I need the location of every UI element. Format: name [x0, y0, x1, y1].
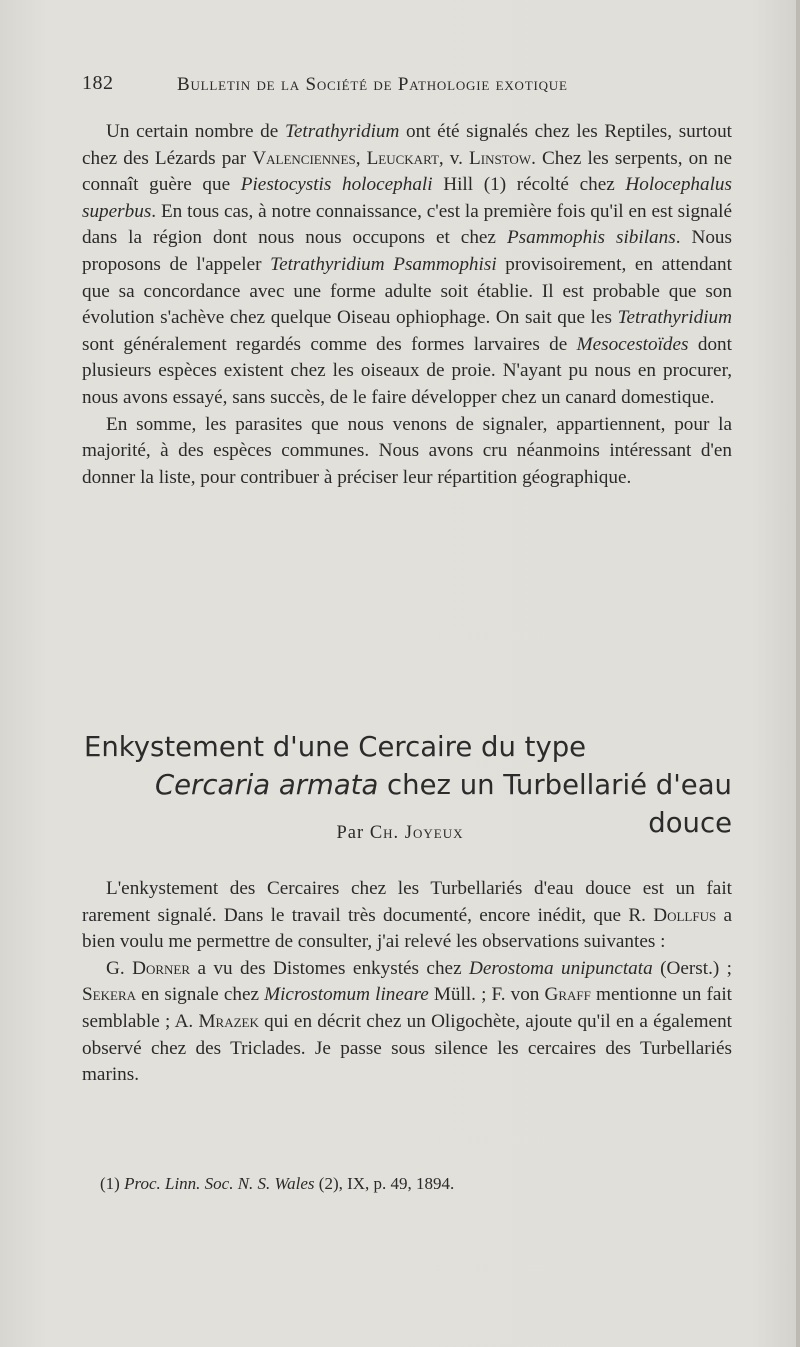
byline-prefix: Par — [336, 823, 370, 843]
text-run: a bien voulu me permettre de consulter, j'ai relevé les observations suivantes : — [82, 904, 732, 953]
taxon-name: Holocephalus superbus — [82, 174, 732, 222]
footnote-journal: Proc. Linn. Soc. N. S. Wales — [124, 1174, 315, 1193]
byline — [0, 823, 800, 844]
text-run: L'enkystement des Cercaires chez les Turbellariés d'eau douce est un fait rarement signalé. Dans le travail très documenté, encore inédit, que R. — [82, 878, 732, 926]
text-run: . En tous cas, à notre connaissance, c'est la première fois qu'il en est signalé dans la région dont nous nous occupons et chez — [82, 200, 732, 249]
author-name: Linstow — [469, 147, 532, 169]
text-run: en signale chez — [136, 984, 265, 1006]
byline-author: Ch. Joyeux — [369, 823, 464, 843]
text-run: a vu des Distomes enkystés chez — [190, 957, 470, 979]
text-run: Hill (1) récolté chez — [432, 174, 626, 196]
paragraph: En somme, les parasites que nous venons de signaler, appartiennent, pour la majorité, à des espèces communes. Nous avons cru néanmoins intéressant d'en donner la liste, pour contribuer à préciser leur répartition géographique. — [82, 413, 732, 488]
paragraph — [82, 876, 732, 956]
page-number: 182 — [82, 72, 114, 94]
running-title: Bulletin de la Société de Pathologie exotique — [177, 74, 568, 95]
author-name: Mrazek — [198, 1010, 259, 1032]
section-2-text — [82, 876, 732, 1089]
taxon-name: Cercaria armata — [154, 769, 379, 801]
text-run: chez un Turbellarié d'eau douce — [378, 769, 732, 839]
footnote — [100, 1172, 740, 1196]
taxon-name: Derostoma unipunctata — [469, 957, 653, 979]
section-1-text — [82, 119, 732, 491]
text-run: (Oerst.) ; — [652, 957, 733, 979]
text-run: mentionne un fait semblable ; A. — [82, 984, 733, 1032]
author-name: Leuckart — [366, 147, 439, 169]
page-spine-shadow — [796, 0, 800, 1347]
taxon-name: Psammophis sibilans — [506, 227, 676, 249]
taxon-name: Microstomum lineare — [264, 984, 429, 1006]
author-name: Sekera — [82, 984, 137, 1006]
taxon-name: Tetrathyridium — [617, 307, 732, 329]
text-run: G. — [106, 957, 133, 979]
text-run: dont plusieurs espèces existent chez les oiseaux de proie. N'ayant pu nous en procurer, nous avons essayé, sans succès, de le faire développer chez un canard domestique. — [82, 333, 732, 408]
text-run: sont généralement regardés comme des formes larvaires de — [82, 333, 577, 355]
author-name: Dorner — [132, 957, 191, 979]
text-run: ont été signalés chez les Reptiles, surtout chez des Lézards par — [82, 121, 732, 169]
text-run: . Chez les serpents, on ne connaît guère que — [82, 147, 732, 196]
footnote-marker: (1) — [100, 1174, 125, 1193]
text-run: , v. — [438, 147, 470, 169]
taxon-name: Tetrathyridium — [284, 121, 400, 142]
author-name: Dollfus — [653, 904, 717, 926]
running-header — [82, 70, 732, 106]
author-name: Graff — [544, 984, 591, 1006]
paragraph — [82, 119, 732, 412]
paragraph — [82, 956, 732, 1089]
taxon-name: Mesocestoïdes — [576, 333, 689, 355]
text-run: Un certain nombre de — [106, 121, 285, 142]
footnote-reference: (2), IX, p. 49, 1894. — [314, 1174, 455, 1193]
author-name: Valenciennes — [252, 147, 356, 169]
taxon-name: Tetrathyridium Psammophisi — [270, 253, 497, 275]
text-run: , — [355, 147, 367, 169]
text-run: qui en décrit chez un Oligochète, ajoute qu'il en a également observé chez des Triclades. Je passe sous silence les cercaires des Turbellariés marins. — [82, 1010, 732, 1086]
text-run: provisoirement, en attendant que sa concordance avec une forme adulte soit établie. Il est probable que son évolution s'achève chez quelque Oiseau ophiophage. On sait que les — [82, 253, 732, 329]
text-run: . Nous proposons de l'appeler — [82, 227, 732, 275]
title-line-1: Enkystement d'une Cercaire du type — [84, 731, 587, 763]
taxon-name: Piestocystis holocephali — [240, 174, 433, 196]
text-run: Müll. ; F. von — [428, 984, 545, 1006]
